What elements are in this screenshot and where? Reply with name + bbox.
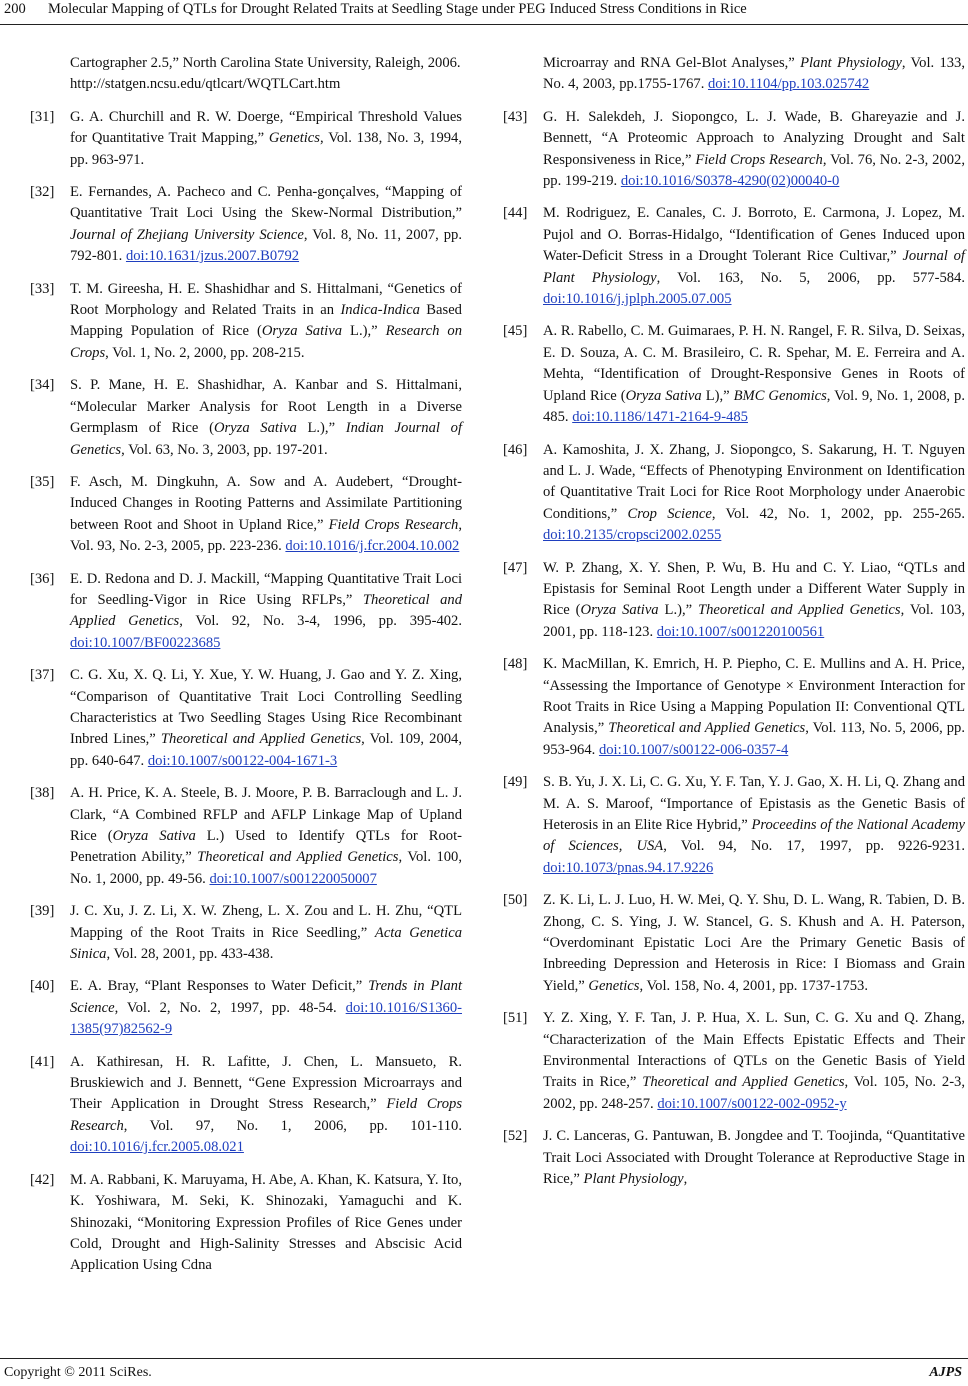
reference-text <box>70 901 462 965</box>
reference-number: [36] <box>30 570 55 587</box>
reference-text <box>70 53 462 96</box>
reference-segment: , Vol. 92, No. 3-4, 1996, pp. 395-402. <box>179 613 462 630</box>
italic-text: Oryza Sativa <box>261 323 342 340</box>
running-header <box>0 0 968 24</box>
reference-segment: , Vol. 94, No. 17, 1997, pp. 9226-9231. <box>663 838 965 855</box>
reference-text <box>543 890 965 997</box>
reference-segment: , Vol. 97, No. 1, 2006, pp. 101-110. <box>123 1117 462 1134</box>
reference-entry <box>503 890 965 997</box>
reference-segment: L.),” <box>342 323 386 340</box>
italic-text: Theoretical and Applied Genetics <box>160 731 362 748</box>
doi-link[interactable]: doi:10.1016/j.jplph.2005.07.005 <box>543 291 732 308</box>
reference-segment: A. R. Rabello, C. M. Guimaraes, P. H. N. Rangel, F. R. Silva, D. Seixas, E. D. Souza, A. C. M. Brasileiro, C. R. Spehar, M. E. Ferreira and A. Mehta, “Identification of Drought-Responsive Genes in Roots of Upland Rice ( <box>543 323 965 404</box>
italic-text: Research on Crops <box>70 323 462 361</box>
doi-link[interactable]: doi:10.1007/s001220100561 <box>656 623 825 640</box>
reference-entry <box>503 654 965 761</box>
reference-text <box>70 182 462 268</box>
footer-rule <box>0 1358 968 1359</box>
reference-number: [45] <box>503 323 528 340</box>
reference-segment: , Vol. 1, No. 2, 2000, pp. 208-215. <box>105 344 305 361</box>
reference-text <box>70 107 462 171</box>
doi-link[interactable]: doi:10.1631/jzus.2007.B0792 <box>125 248 300 265</box>
reference-segment: , <box>683 1171 688 1188</box>
reference-text <box>543 203 965 310</box>
reference-text <box>70 976 462 1040</box>
reference-number: [47] <box>503 559 528 576</box>
doi-link[interactable]: doi:10.1016/S1360-1385(97)82562-9 <box>70 999 462 1038</box>
reference-segment: E. A. Bray, “Plant Responses to Water Deficit,” <box>70 978 369 995</box>
italic-text: Indica-Indica <box>340 302 420 319</box>
doi-link[interactable]: doi:10.1104/pp.103.025742 <box>708 76 870 93</box>
reference-segment: Y. Z. Xing, Y. F. Tan, J. P. Hua, X. L. Sun, C. G. Xu and Q. Zhang, “Characterization of the Main Effects Epistatic Effects and Their Environmental Interactions of QTLs on the Genetic Basis of Yield Traits in Rice,” <box>543 1010 965 1091</box>
reference-text <box>70 783 462 890</box>
footer-copyright: Copyright © 2011 SciRes. <box>4 1365 152 1380</box>
reference-segment: J. C. Lanceras, G. Pantuwan, B. Jongdee and T. Toojinda, “Quantitative Trait Loci Associated with Drought Tolerance at Reproductive Stage in Rice,” <box>543 1128 965 1188</box>
reference-number: [31] <box>30 108 55 125</box>
reference-number: [38] <box>30 785 55 802</box>
italic-text: Oryza Sativa <box>112 828 196 844</box>
reference-number: [50] <box>503 892 528 909</box>
italic-text: Genetics <box>268 130 320 147</box>
reference-number: [49] <box>503 774 528 791</box>
reference-segment: A. Kamoshita, J. X. Zhang, J. Siopongco, S. Sakarung, H. T. Nguyen and L. J. Wade, “Effects of Phenotyping Environment on Identification of Quantitative Trait Loci for Rice Root Morphology under Anaerobic Conditions,” <box>543 441 965 522</box>
italic-text: Genetics <box>588 977 640 994</box>
reference-entry <box>30 472 462 558</box>
reference-segment: L.) Used to Identify QTLs for Root-Penetration Ability,” <box>70 828 462 866</box>
doi-link[interactable]: doi:10.2135/cropsci2002.0255 <box>543 527 722 544</box>
reference-segment: L.),” <box>296 420 346 437</box>
reference-entry <box>30 901 462 965</box>
italic-text: Plant Physiology <box>800 55 902 71</box>
italic-text: Theoretical and Applied Genetics <box>698 602 901 619</box>
reference-segment: , Vol. 109, 2004, pp. 640-647. <box>70 731 462 769</box>
reference-segment: , Vol. 63, No. 3, 2003, pp. 197-201. <box>121 441 328 458</box>
reference-number: [51] <box>503 1010 528 1027</box>
reference-segment: C. G. Xu, X. Q. Li, Y. Xue, Y. W. Huang, J. Gao and Y. Z. Xing, “Comparison of Quantitative Trait Loci Controlling Seedling Characteristics at Two Seedling Stages Using Rice Recombinant Inbred Lines,” <box>70 667 462 748</box>
reference-entry <box>30 375 462 461</box>
reference-segment: L),” <box>701 387 734 404</box>
reference-number: [46] <box>503 441 528 458</box>
reference-text <box>543 440 965 547</box>
italic-text: Proceedins of the National Academy of Sciences, USA <box>543 817 965 855</box>
reference-segment: M. Rodriguez, E. Canales, C. J. Borroto, E. Carmona, J. Lopez, M. Pujol and O. Borras-Hidalgo, “Identification of Genes Induced upon Water-Deficit Stress in a Drought Tolerant Rice Cultivar,” <box>543 205 965 265</box>
reference-entry <box>30 976 462 1040</box>
reference-segment: S. B. Yu, J. X. Li, C. G. Xu, Y. F. Tan, Y. J. Gao, X. H. Li, Q. Zhang and M. A. S. Maroof, “Importance of Epistasis as the Genetic Basis of Heterosis in an Elite Rice Hybrid,” <box>543 774 965 833</box>
italic-text: Field Crops Research <box>695 151 823 168</box>
reference-entry <box>503 321 965 428</box>
reference-number: [35] <box>30 473 55 490</box>
italic-text: Trends in Plant Science <box>70 978 462 1016</box>
reference-entry <box>503 558 965 644</box>
reference-entry <box>503 1008 965 1115</box>
reference-segment: Cartographer 2.5,” North Carolina State University, Raleigh, 2006. <box>70 55 461 71</box>
reference-segment: J. C. Xu, J. Z. Li, X. W. Zheng, L. X. Zou and L. H. Zhu, “QTL Mapping of the Root Traits in Rice Seedling,” <box>70 903 462 941</box>
reference-text <box>543 53 965 96</box>
reference-segment: , Vol. 158, No. 4, 2001, pp. 1737-1753. <box>639 977 868 994</box>
reference-segment: , Vol. 9, No. 1, 2008, p. 485. <box>543 387 965 426</box>
reference-segment: T. M. Gireesha, H. E. Shashidhar and S. Hittalmani, “Genetics of Root Morphology and Related Traits in an <box>70 280 462 319</box>
doi-link[interactable]: doi:10.1186/1471-2164-9-485 <box>572 409 748 426</box>
reference-number: [42] <box>30 1171 55 1188</box>
italic-text: Theoretical and Applied Genetics <box>608 720 806 737</box>
url-text: http://statgen.ncsu.edu/qtlcart/WQTLCart.htm <box>70 76 341 93</box>
italic-text: Theoretical and Applied Genetics <box>642 1074 845 1091</box>
reference-entry <box>30 1170 462 1277</box>
reference-text <box>543 654 965 761</box>
reference-segment: , Vol. 76, No. 2-3, 2002, pp. 199-219. <box>543 151 966 190</box>
reference-number: [34] <box>30 377 55 394</box>
reference-segment: E. D. Redona and D. J. Mackill, “Mapping Quantitative Trait Loci for Seedling-Vigor in Rice Using RFLPs,” <box>70 570 462 608</box>
reference-segment: L.),” <box>658 602 698 619</box>
references-left-column <box>30 53 462 1288</box>
reference-segment: F. Asch, M. Dingkuhn, A. Sow and A. Audebert, “Drought-Induced Changes in Rooting Patterns and Assimilate Partitioning between Root and Shoot in Upland Rice,” <box>70 473 462 533</box>
italic-text: Indian Journal of Genetics <box>70 420 462 458</box>
reference-segment: Based Mapping Population of Rice ( <box>70 302 462 340</box>
reference-number: [40] <box>30 978 55 995</box>
reference-text <box>543 107 965 193</box>
italic-text: Oryza Sativa <box>213 420 297 437</box>
reference-number: [39] <box>30 903 55 920</box>
reference-segment: , Vol. 113, No. 5, 2006, pp. 953-964. <box>543 720 966 758</box>
reference-entry <box>503 203 965 310</box>
reference-number: [52] <box>503 1128 528 1145</box>
doi-link[interactable]: doi:10.1007/BF00223685 <box>70 634 221 651</box>
reference-number: [48] <box>503 656 528 673</box>
doi-link[interactable]: doi:10.1007/s001220050007 <box>209 870 377 887</box>
reference-segment: , Vol. 133, No. 4, 2003, pp.1755-1767. <box>543 55 965 93</box>
reference-text <box>543 1126 965 1190</box>
reference-entry <box>503 107 965 193</box>
reference-text <box>543 321 965 428</box>
reference-segment: M. A. Rabbani, K. Maruyama, H. Abe, A. Khan, K. Katsura, Y. Ito, K. Yoshiwara, M. Seki, K. Shinozaki, Yamaguchi and K. Shinozaki, “Monitoring Expression Profiles of Rice Genes under Cold, Drought and High-Salinity Stresses and Abscisic Acid Application Using Cdna <box>70 1171 462 1274</box>
italic-text: Journal of Plant Physiology <box>543 248 965 286</box>
reference-entry <box>30 279 462 365</box>
reference-text <box>70 1170 462 1277</box>
reference-number: [32] <box>30 184 55 201</box>
reference-segment: , Vol. 28, 2001, pp. 433-438. <box>106 946 274 963</box>
reference-segment: Microarray and RNA Gel-Blot Analyses,” <box>543 55 801 71</box>
reference-text <box>70 472 462 558</box>
reference-segment: , Vol. 42, No. 1, 2002, pp. 255-265. <box>711 505 966 522</box>
reference-entry <box>30 107 462 171</box>
reference-entry <box>30 665 462 772</box>
reference-text <box>543 1008 965 1115</box>
doi-link[interactable]: doi:10.1016/S0378-4290(02)00040-0 <box>620 173 840 190</box>
references-right-column <box>503 53 965 1202</box>
italic-text: BMC Genomics <box>733 387 827 404</box>
reference-segment: S. P. Mane, H. E. Shashidhar, A. Kanbar and S. Hittalmani, “Molecular Marker Analysis for Root Length in a Diverse Germplasm of Rice ( <box>70 377 462 437</box>
reference-entry <box>30 783 462 890</box>
reference-segment: , Vol. 138, No. 3, 1994, pp. 963-971. <box>70 130 462 168</box>
reference-segment: W. P. Zhang, X. Y. Shen, P. Wu, B. Hu and C. Y. Liao, “QTLs and Epistasis for Seminal Root Length under a Different Water Supply in Rice ( <box>543 559 965 619</box>
italic-text: Theoretical and Applied Genetics <box>70 591 462 630</box>
reference-number: [44] <box>503 205 528 222</box>
doi-link[interactable]: doi:10.1007/s00122-002-0952-y <box>657 1095 847 1112</box>
reference-segment: K. MacMillan, K. Emrich, H. P. Piepho, C. E. Mullins and A. H. Price, “Assessing the Importance of Genotype × Environment Interaction for Root Traits in Rice Using a Mapping Population II: Conventional QTL Analysis,” <box>543 656 965 737</box>
doi-link[interactable]: doi:10.1007/s00122-004-1671-3 <box>147 752 338 769</box>
italic-text: Crop Science <box>627 505 712 522</box>
italic-text: Journal of Zhejiang University Science <box>70 226 304 243</box>
doi-link[interactable]: doi:10.1016/j.fcr.2005.08.021 <box>70 1139 244 1156</box>
reference-segment: G. A. Churchill and R. W. Doerge, “Empirical Threshold Values for Quantitative Trait Mapping,” <box>70 108 462 147</box>
reference-segment: , Vol. 2, No. 2, 1997, pp. 48-54. <box>114 999 346 1016</box>
reference-segment: G. H. Salekdeh, J. Siopongco, L. J. Wade, B. Ghareyazie and J. Bennett, “A Proteomic Approach to Analyzing Drought and Salt Responsiveness in Rice,” <box>543 108 965 168</box>
doi-link[interactable]: doi:10.1073/pnas.94.17.9226 <box>543 859 714 876</box>
reference-continuation <box>503 53 965 96</box>
reference-number: [33] <box>30 280 55 297</box>
reference-segment: E. Fernandes, A. Pacheco and C. Penha-gonçalves, “Mapping of Quantitative Trait Loci Using the Skew-Normal Distribution,” <box>70 184 462 222</box>
reference-number: [43] <box>503 108 528 125</box>
reference-entry <box>503 772 965 879</box>
reference-entry <box>503 1126 965 1190</box>
reference-segment: , Vol. 105, No. 2-3, 2002, pp. 248-257. <box>543 1074 965 1112</box>
reference-continuation <box>30 53 462 96</box>
reference-segment: , Vol. 100, No. 1, 2000, pp. 49-56. <box>70 849 463 887</box>
reference-segment: , Vol. 93, No. 2-3, 2005, pp. 223-236. <box>70 516 463 555</box>
doi-link[interactable]: doi:10.1016/j.fcr.2004.10.002 <box>285 538 460 555</box>
italic-text: Oryza Sativa <box>625 387 702 404</box>
reference-entry <box>503 440 965 547</box>
running-title: Molecular Mapping of QTLs for Drought Related Traits at Seedling Stage under PEG Induced Stress Conditions in Rice <box>48 1 747 17</box>
page-number: 200 <box>4 1 26 17</box>
reference-segment: Z. K. Li, L. J. Luo, H. W. Mei, Q. Y. Shu, D. L. Wang, R. Tabien, D. B. Zhong, C. S. Ying, J. W. Stancel, G. S. Khush and A. H. Paterson, “Overdominant Epistatic Loci Are the Primary Genetic Basis of Inbreeding Depression and Heterosis in Rice: I Biomass and Grain Yield,” <box>543 892 965 994</box>
reference-text <box>70 375 462 461</box>
reference-segment: , Vol. 163, No. 5, 2006, pp. 577-584. <box>656 269 965 286</box>
doi-link[interactable]: doi:10.1007/s00122-006-0357-4 <box>598 741 789 758</box>
italic-text: Field Crops Research <box>70 1096 462 1134</box>
reference-text <box>70 1052 462 1159</box>
reference-number: [41] <box>30 1053 55 1070</box>
footer-journal: AJPS <box>929 1365 962 1380</box>
reference-text <box>70 665 462 772</box>
reference-text <box>70 279 462 365</box>
reference-entry <box>30 1052 462 1159</box>
reference-segment: , Vol. 103, 2001, pp. 118-123. <box>543 602 965 640</box>
reference-number: [37] <box>30 667 55 684</box>
reference-text <box>543 558 965 644</box>
italic-text: Theoretical and Applied Genetics <box>197 849 399 866</box>
italic-text: Acta Genetica Sinica <box>70 924 462 963</box>
reference-entry <box>30 569 462 655</box>
reference-segment: , Vol. 8, No. 11, 2007, pp. 792-801. <box>70 226 462 265</box>
reference-text <box>543 772 965 879</box>
reference-entry <box>30 182 462 268</box>
reference-segment: A. H. Price, K. A. Steele, B. J. Moore, P. B. Barraclough and L. J. Clark, “A Combined RFLP and AFLP Linkage Map of Upland Rice ( <box>70 785 462 844</box>
italic-text: Plant Physiology <box>583 1171 684 1188</box>
italic-text: Oryza Sativa <box>580 602 659 619</box>
reference-text <box>70 569 462 655</box>
italic-text: Field Crops Research <box>328 516 459 533</box>
reference-segment: A. Kathiresan, H. R. Lafitte, J. Chen, L. Mansueto, R. Bruskiewich and J. Bennett, “Gene Expression Microarrays and Their Application in Drought Stress Research,” <box>70 1053 462 1113</box>
header-rule <box>0 24 968 25</box>
